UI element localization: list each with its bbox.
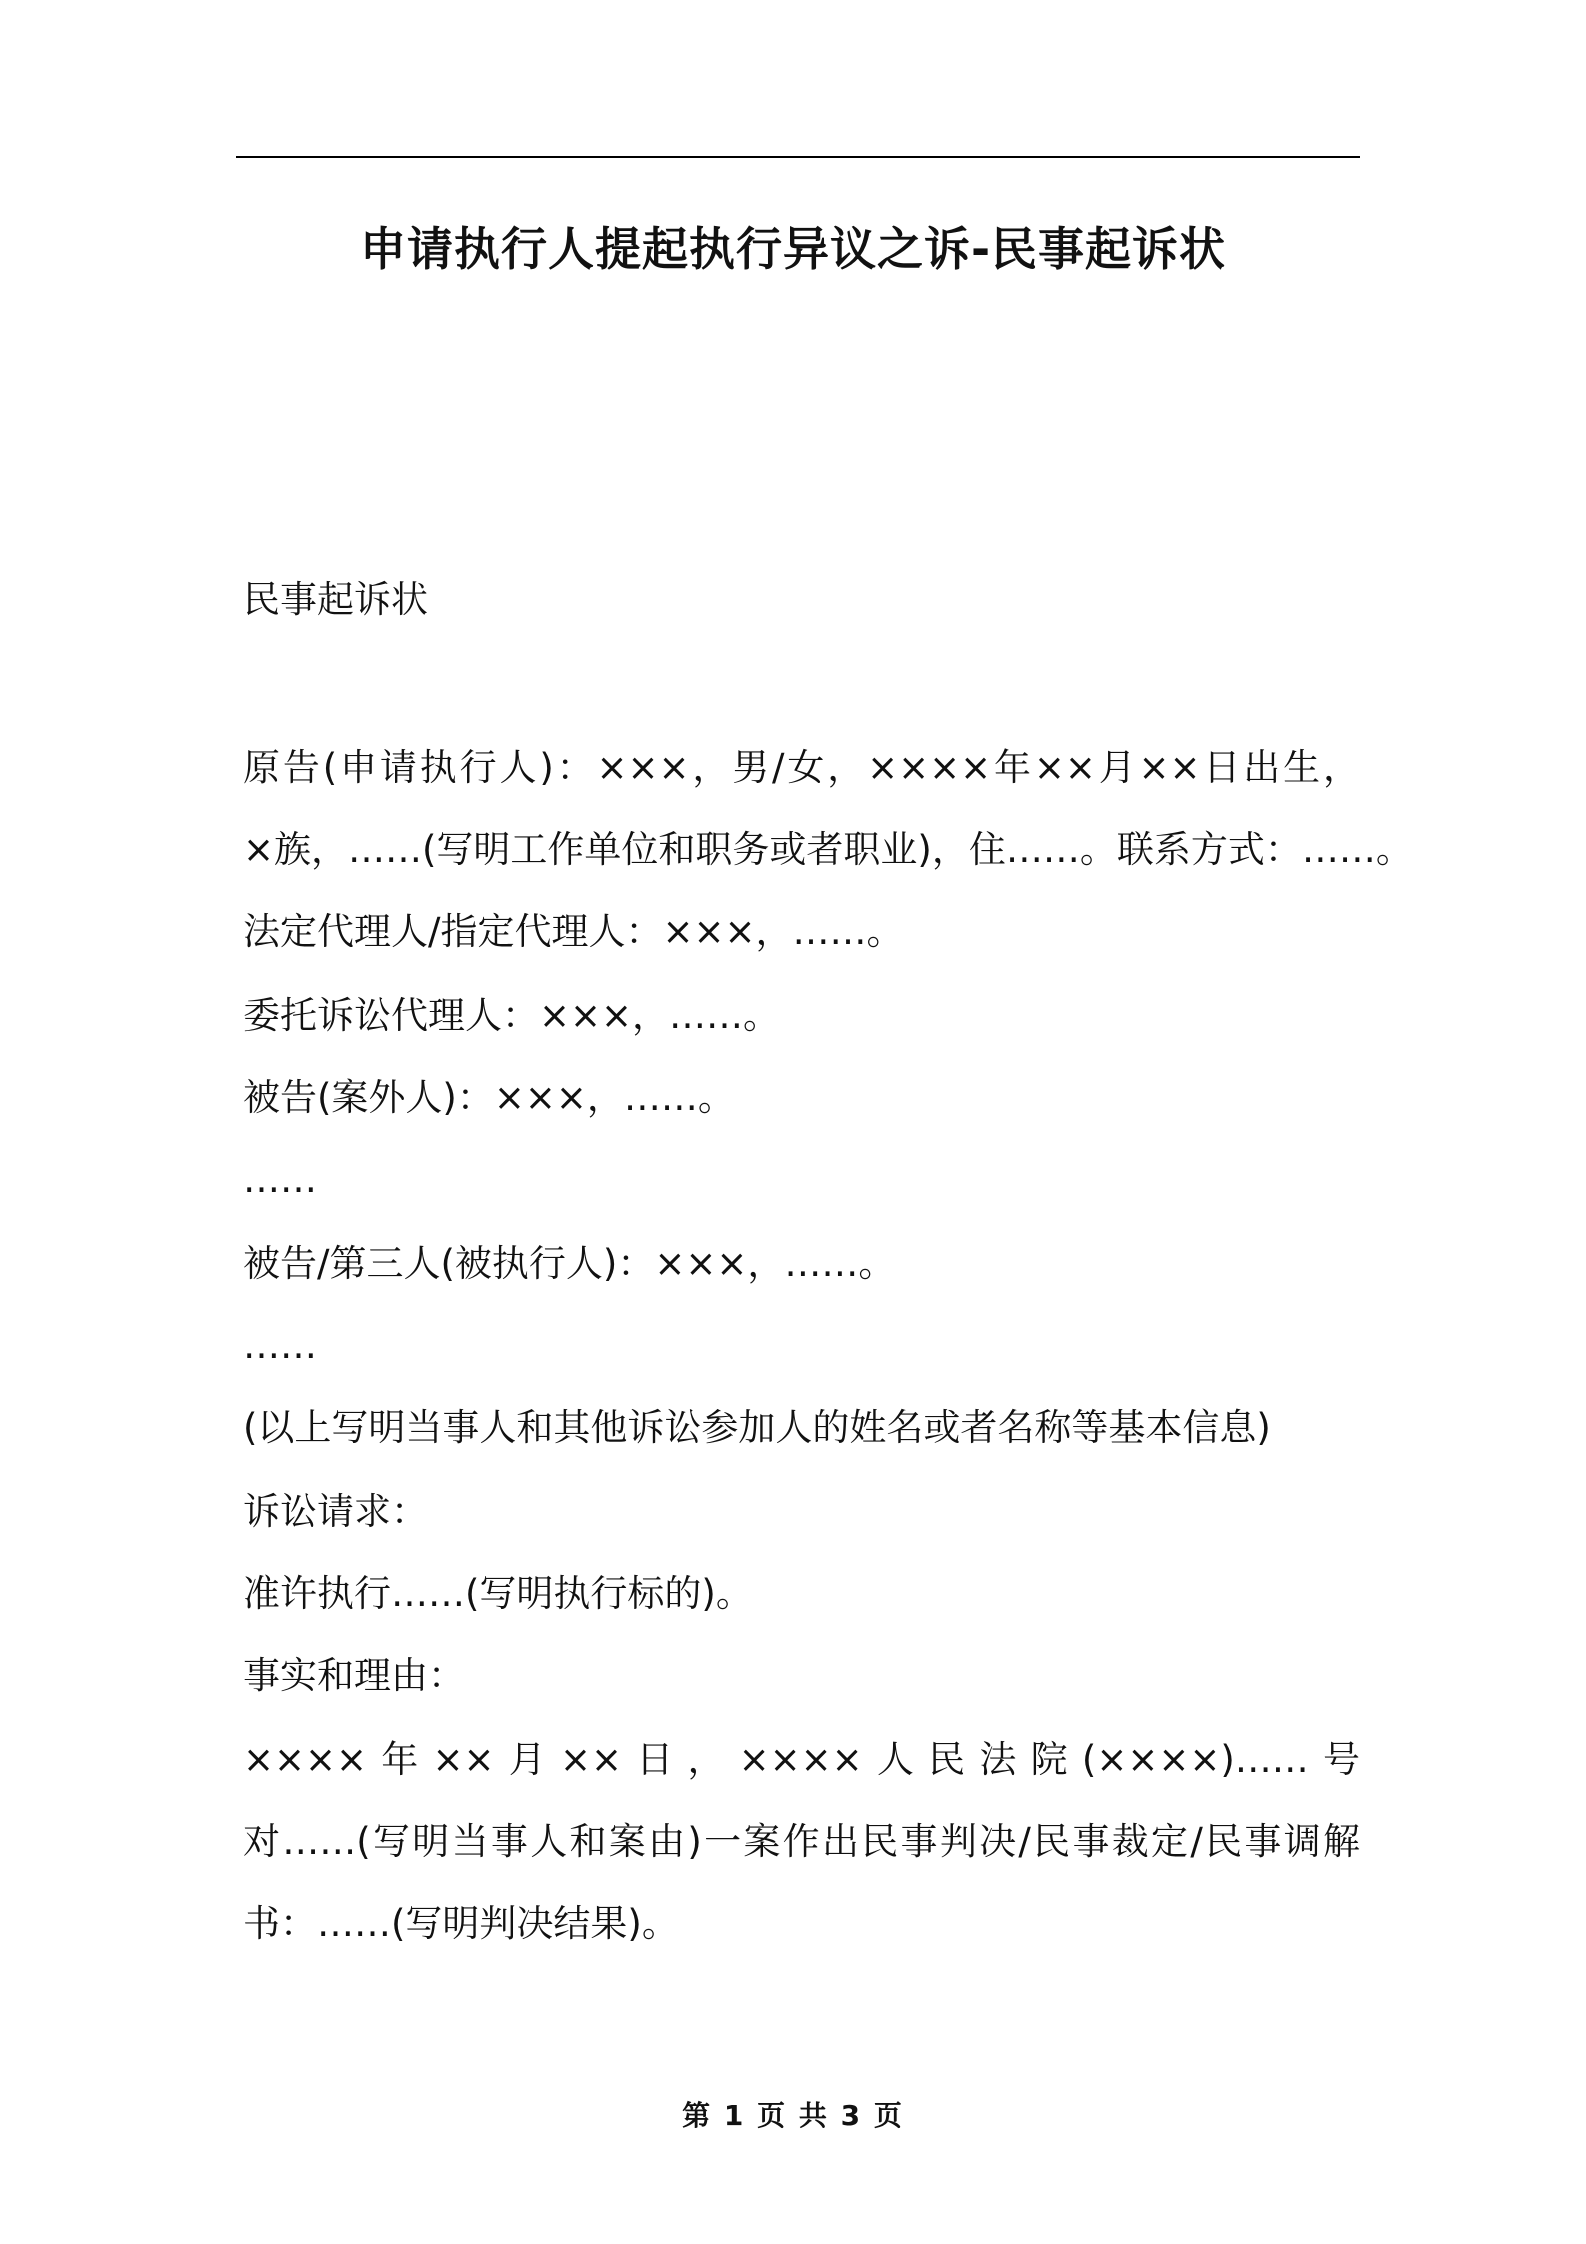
facts-line-end: 书：……(写明判决结果)。 [243, 1902, 679, 1945]
entrusted-agent-line: 委托诉讼代理人：×××，……。 [243, 994, 781, 1037]
third-party-line: 被告/第三人(被执行人)：×××，……。 [243, 1242, 896, 1285]
legal-representative-line: 法定代理人/指定代理人：×××，……。 [243, 910, 904, 953]
ellipsis-line: …… [243, 1324, 317, 1367]
facts-heading: 事实和理由： [243, 1654, 465, 1697]
plaintiff-line: 原告(申请执行人)：×××，男/女，××××年××月××日出生， [243, 746, 1360, 789]
facts-line-continued: 对……(写明当事人和案由)一案作出民事判决/民事裁定/民事调解 [243, 1820, 1360, 1863]
plaintiff-line-continued: ×族，……(写明工作单位和职务或者职业)，住……。联系方式：……。 [243, 828, 1413, 871]
document-heading: 民事起诉状 [243, 578, 428, 621]
claim-line: 准许执行……(写明执行标的)。 [243, 1572, 753, 1615]
header-rule [236, 156, 1360, 158]
defendant-line: 被告(案外人)：×××，……。 [243, 1076, 735, 1119]
document-title: 申请执行人提起执行异议之诉-民事起诉状 [359, 222, 1227, 276]
page-indicator: 第 1 页 共 3 页 [682, 2099, 904, 2132]
ellipsis-line: …… [243, 1158, 317, 1201]
claims-heading: 诉讼请求： [243, 1490, 428, 1533]
facts-line: ××××年××月××日，××××人民法院(××××)……号 [243, 1738, 1360, 1781]
parties-note-line: (以上写明当事人和其他诉讼参加人的姓名或者名称等基本信息) [243, 1406, 1271, 1449]
